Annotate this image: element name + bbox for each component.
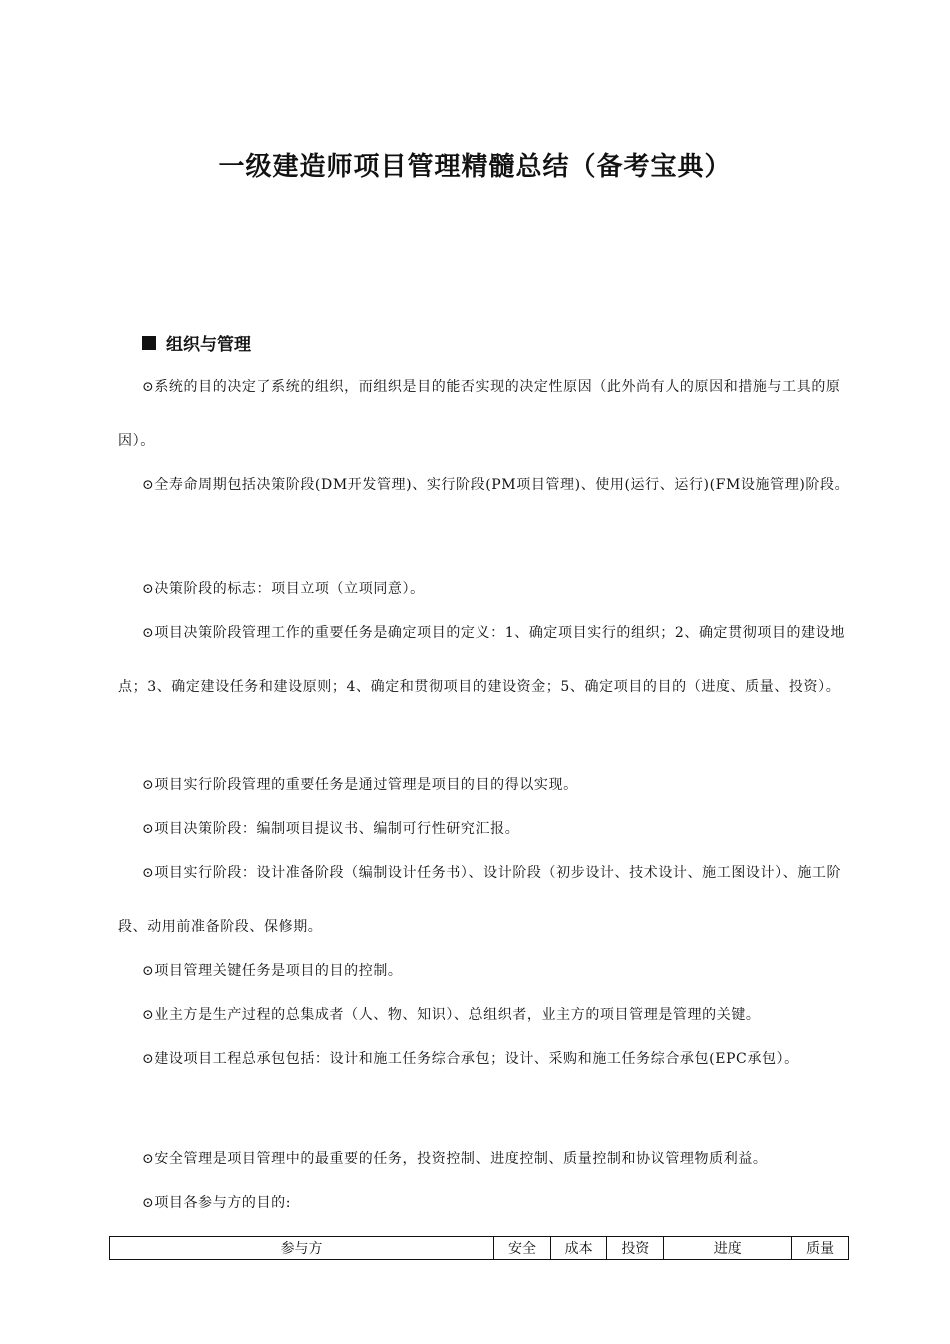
table-header-cell: 安全 [494,1237,551,1260]
participants-goals-table [109,1236,849,1260]
document-title: 一级建造师项目管理精髓总结（备考宝典） [218,152,732,182]
paragraph-8: ⊙项目管理关键任务是项目的目的控制。 [142,963,403,979]
paragraph-2: ⊙全寿命周期包括决策阶段(DM开发管理)、实行阶段(PM项目管理)、使用(运行、运行)(FM设施管理)阶段。 [142,477,850,493]
table-header-row [110,1237,849,1260]
paragraph-11: ⊙安全管理是项目管理中的最重要的任务，投资控制、进度控制、质量控制和协议管理物质利益。 [142,1151,768,1167]
paragraph-9: ⊙业主方是生产过程的总集成者（人、物、知识）、总组织者，业主方的项目管理是管理的关键。 [142,1007,761,1023]
table-header-cell: 进度 [664,1237,792,1260]
section-title: 组织与管理 [166,335,251,355]
section-heading [142,330,251,355]
table-header-cell: 质量 [792,1237,849,1260]
paragraph-3: ⊙决策阶段的标志：项目立项（立项同意）。 [142,581,425,597]
table-header-cell: 参与方 [110,1237,494,1260]
table-header-cell: 投资 [607,1237,664,1260]
table-header-cell: 成本 [550,1237,607,1260]
paragraph-4: ⊙项目决策阶段管理工作的重要任务是确定项目的定义：1、确定项目实行的组织；2、确定贯彻项目的建设地点；3、确定建设任务和建设原则；4、确定和贯彻项目的建设资金；5、确定项目的目的（进度、质量、投资）。 [118,625,845,695]
paragraph-12: ⊙项目各参与方的目的: [142,1195,292,1211]
paragraph-7: ⊙项目实行阶段：设计准备阶段（编制设计任务书）、设计阶段（初步设计、技术设计、施工图设计）、施工阶段、动用前准备阶段、保修期。 [118,865,842,935]
square-bullet-icon [142,336,156,350]
paragraph-6: ⊙项目决策阶段：编制项目提议书、编制可行性研究汇报。 [142,821,520,837]
paragraph-1: ⊙系统的目的决定了系统的组织，而组织是目的能否实现的决定性原因（此外尚有人的原因和措施与工具的原因）。 [118,379,841,449]
paragraph-5: ⊙项目实行阶段管理的重要任务是通过管理是项目的目的得以实现。 [142,777,578,793]
paragraph-10: ⊙建设项目工程总承包包括：设计和施工任务综合承包；设计、采购和施工任务综合承包(EPC承包）。 [142,1051,799,1067]
